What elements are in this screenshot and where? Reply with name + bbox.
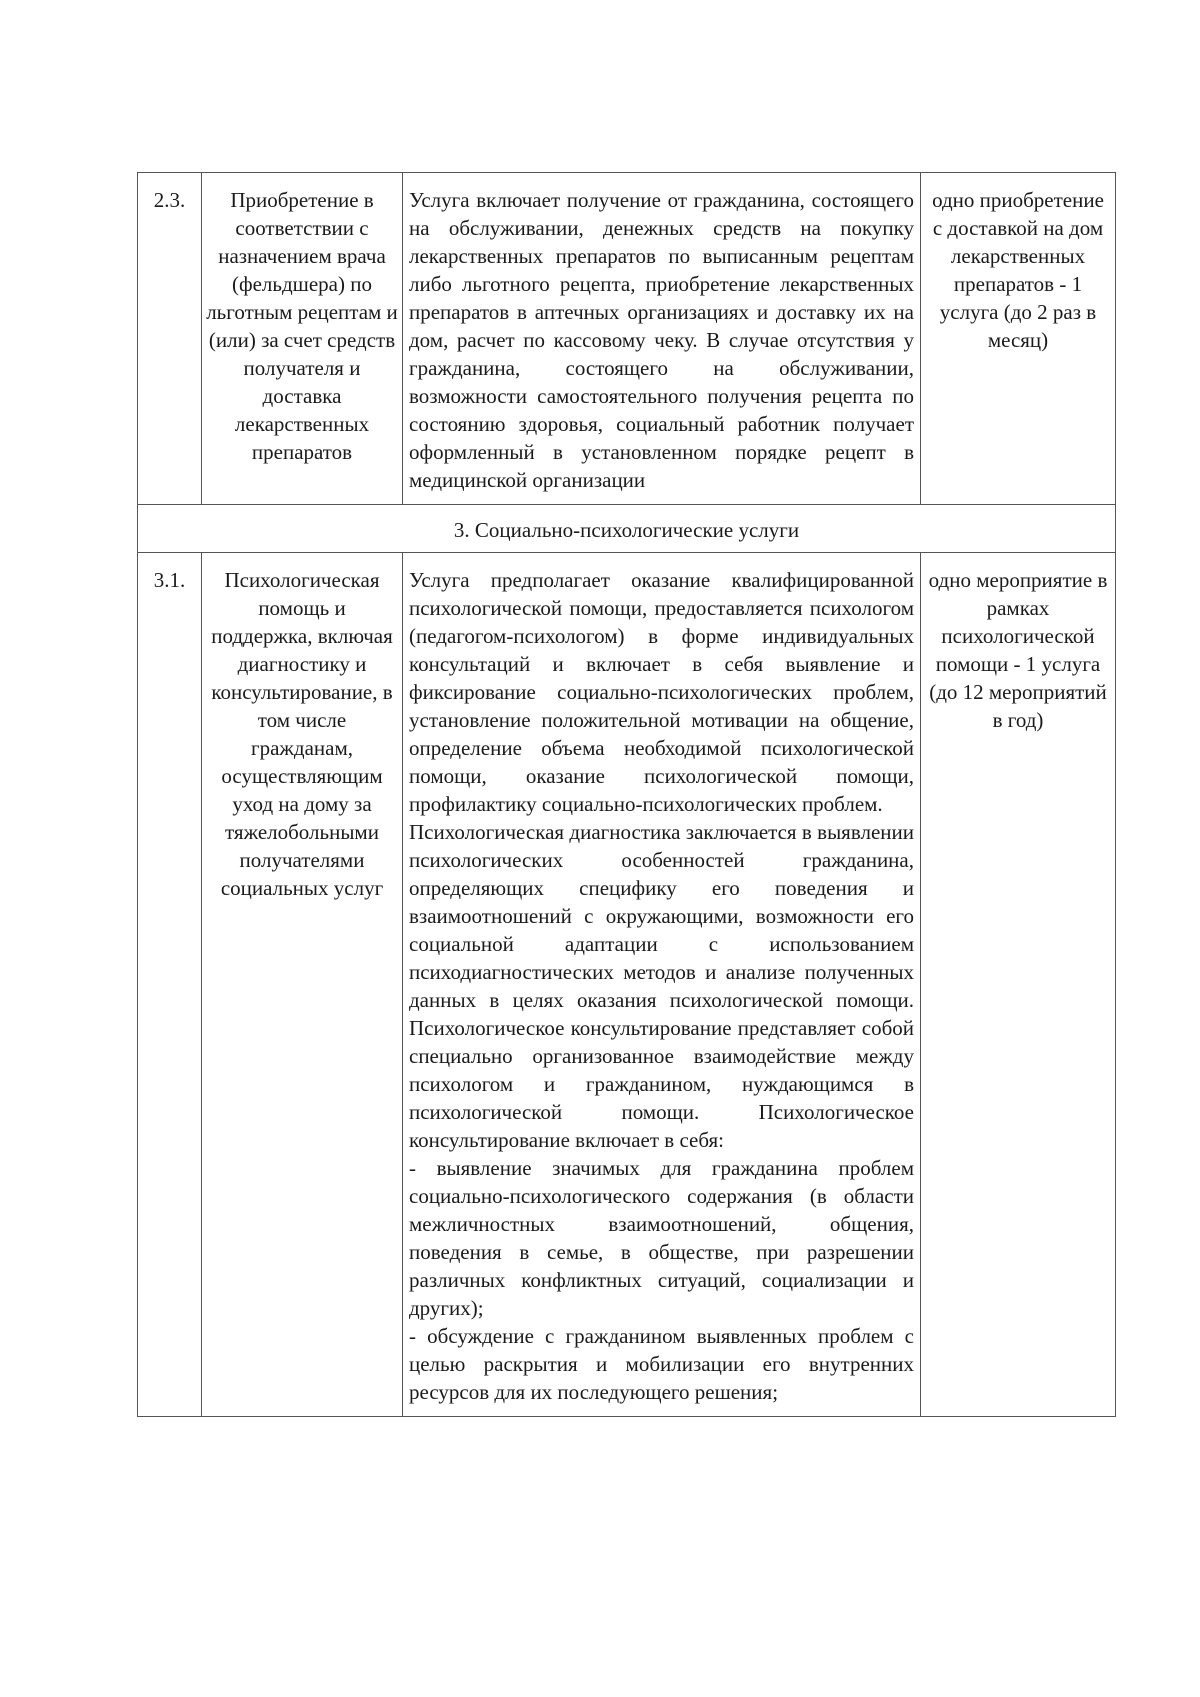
service-name: Психологическая помощь и поддержка, включая диагностику и консультирование, в том числе гражданам, осуществляющим уход на дому за тяжелобольными получателями социальных услуг [202,553,403,1417]
service-norm: одно мероприятие в рамках психологической помощи - 1 услуга (до 12 мероприятий в год) [921,553,1116,1417]
description-list-item: - выявление значимых для гражданина проблем социально-психологического содержания (в области межличностных взаимоотношений, общения, поведения в семье, в обществе, при разрешении различных конфликтных ситуаций, социализации и других); [409,1156,914,1320]
table-row [138,553,1116,1417]
service-name: Приобретение в соответствии с назначением врача (фельдшера) по льготным рецептам и (или) за счет средств получателя и доставка лекарственных препаратов [202,173,403,505]
service-norm: одно приобретение с доставкой на дом лекарственных препаратов - 1 услуга (до 2 раз в месяц) [921,173,1116,505]
row-number: 2.3. [138,173,202,505]
section-title: 3. Социально-психологические услуги [138,505,1116,553]
service-description: Услуга включает получение от гражданина, состоящего на обслуживании, денежных средств на покупку лекарственных препаратов по выписанным рецептам либо льготного рецепта, приобретение лекарственных препаратов в аптечных организациях и доставку их на дом, расчет по кассовому чеку. В случае отсутствия у гражданина, состоящего на обслуживании, возможности самостоятельного получения рецепта по состоянию здоровья, социальный работник получает оформленный в установленном порядке рецепт в медицинской организации [403,173,921,505]
description-list-item: - обсуждение с гражданином выявленных проблем с целью раскрытия и мобилизации его внутренних ресурсов для их последующего решения; [409,1324,914,1404]
description-paragraph: Услуга предполагает оказание квалифицированной психологической помощи, предоставляется психологом (педагогом-психологом) в форме индивидуальных консультаций и включает в себя выявление и фиксирование социально-психологических проблем, установление положительной мотивации на общение, определение объема необходимой психологической помощи, оказание психологической помощи, профилактику социально-психологических проблем. [409,568,914,816]
service-description [403,553,921,1417]
description-paragraph: Психологическая диагностика заключается в выявлении психологических особенностей гражданина, определяющих специфику его поведения и взаимоотношений с окружающими, возможности его социальной адаптации с использованием психодиагностических методов и анализе полученных данных в целях оказания психологической помощи. Психологическое консультирование представляет собой специально организованное взаимодействие между психологом и гражданином, нуждающимся в психологической помощи. Психологическое консультирование включает в себя: [409,820,914,1152]
table-row [138,173,1116,505]
services-table [137,172,1116,1417]
section-header-row [138,505,1116,553]
row-number: 3.1. [138,553,202,1417]
